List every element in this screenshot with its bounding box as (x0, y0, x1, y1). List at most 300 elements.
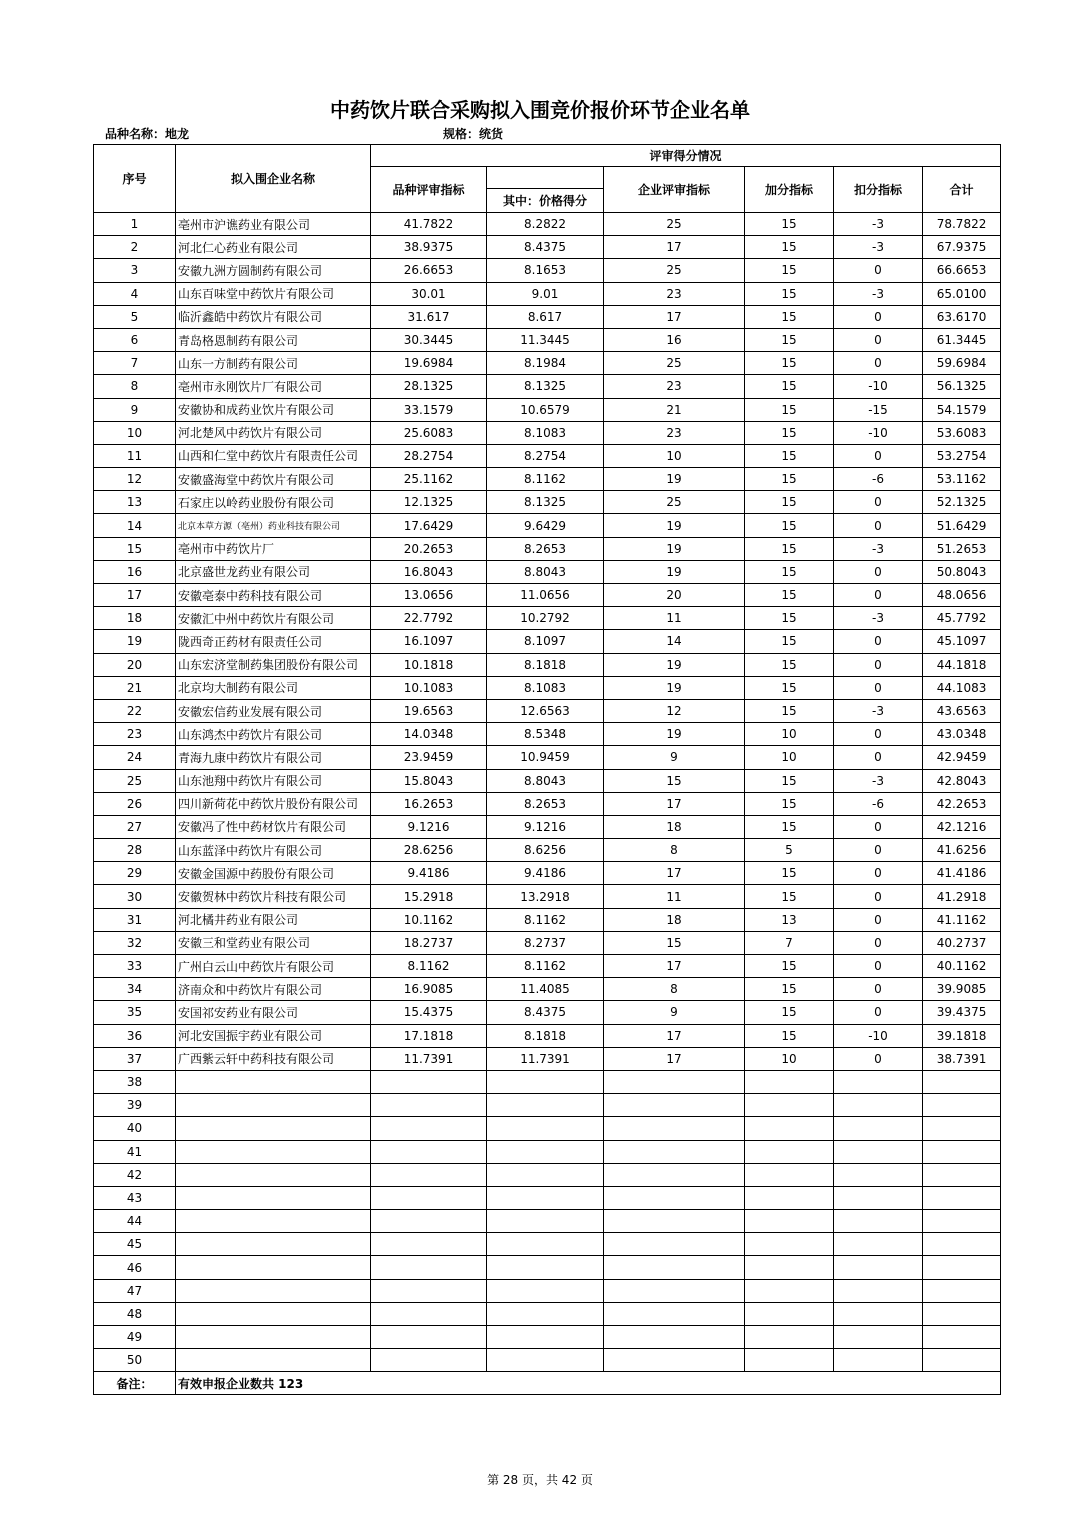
company-name (176, 1326, 371, 1349)
row-number: 2 (94, 236, 176, 259)
price-score: 8.8043 (487, 769, 604, 792)
row-number: 16 (94, 560, 176, 583)
bonus-score: 15 (745, 1001, 834, 1024)
row-number: 6 (94, 328, 176, 351)
remark-text: 有效申报企业数共 123 (176, 1372, 1001, 1395)
table-row (94, 1233, 1001, 1256)
enterprise-score: 20 (604, 584, 745, 607)
bonus-score (745, 1326, 834, 1349)
company-name: 北京均大制药有限公司 (176, 676, 371, 699)
company-name: 山东百味堂中药饮片有限公司 (176, 282, 371, 305)
company-name: 山东蓝泽中药饮片有限公司 (176, 839, 371, 862)
variety-score: 11.7391 (371, 1047, 487, 1070)
row-number: 45 (94, 1233, 176, 1256)
enterprise-score (604, 1140, 745, 1163)
deduction-score (834, 1094, 923, 1117)
variety-value: 地龙 (165, 127, 190, 141)
deduction-score (834, 1233, 923, 1256)
bonus-score: 15 (745, 537, 834, 560)
bonus-score: 15 (745, 305, 834, 328)
deduction-score (834, 1302, 923, 1325)
header-price-score: 其中：价格得分 (487, 189, 604, 213)
deduction-score (834, 1070, 923, 1093)
enterprise-score: 25 (604, 352, 745, 375)
table-body (94, 213, 1001, 1372)
deduction-score: 0 (834, 653, 923, 676)
price-score: 8.2653 (487, 792, 604, 815)
header-total: 合计 (923, 167, 1001, 213)
table-row (94, 1070, 1001, 1093)
enterprise-score: 8 (604, 839, 745, 862)
variety-score (371, 1233, 487, 1256)
variety-score: 30.01 (371, 282, 487, 305)
bonus-score (745, 1256, 834, 1279)
total-score: 48.0656 (923, 584, 1001, 607)
table-row (94, 444, 1001, 467)
price-score: 8.1083 (487, 421, 604, 444)
enterprise-score: 9 (604, 1001, 745, 1024)
deduction-score: 0 (834, 955, 923, 978)
header-bonus: 加分指标 (745, 167, 834, 213)
variety-score: 26.6653 (371, 259, 487, 282)
row-number: 1 (94, 213, 176, 236)
bonus-score: 15 (745, 676, 834, 699)
enterprise-score: 18 (604, 815, 745, 838)
deduction-score: -3 (834, 699, 923, 722)
deduction-score: -3 (834, 769, 923, 792)
header-variety-score: 品种评审指标 (371, 167, 487, 213)
row-number: 34 (94, 978, 176, 1001)
price-score (487, 1210, 604, 1233)
table-row (94, 1024, 1001, 1047)
total-score: 63.6170 (923, 305, 1001, 328)
row-number: 39 (94, 1094, 176, 1117)
total-score: 42.1216 (923, 815, 1001, 838)
company-name (176, 1186, 371, 1209)
variety-score: 28.2754 (371, 444, 487, 467)
deduction-score: -10 (834, 421, 923, 444)
deduction-score: 0 (834, 978, 923, 1001)
row-number: 43 (94, 1186, 176, 1209)
company-name: 陇西奇正药材有限责任公司 (176, 630, 371, 653)
enterprise-score: 16 (604, 328, 745, 351)
row-number: 12 (94, 468, 176, 491)
enterprise-score: 17 (604, 305, 745, 328)
table-row (94, 676, 1001, 699)
total-score: 42.8043 (923, 769, 1001, 792)
price-score: 8.617 (487, 305, 604, 328)
table-row (94, 1349, 1001, 1372)
company-name (176, 1140, 371, 1163)
price-score: 8.1818 (487, 653, 604, 676)
total-score: 39.9085 (923, 978, 1001, 1001)
variety-score: 17.1818 (371, 1024, 487, 1047)
row-number: 29 (94, 862, 176, 885)
row-number: 13 (94, 491, 176, 514)
table-row (94, 537, 1001, 560)
company-name: 青海九康中药饮片有限公司 (176, 746, 371, 769)
variety-score: 19.6984 (371, 352, 487, 375)
table-row (94, 723, 1001, 746)
bonus-score: 15 (745, 699, 834, 722)
row-number: 40 (94, 1117, 176, 1140)
price-score: 8.1162 (487, 955, 604, 978)
enterprise-score: 17 (604, 862, 745, 885)
variety-score: 33.1579 (371, 398, 487, 421)
deduction-score: 0 (834, 723, 923, 746)
enterprise-score: 8 (604, 978, 745, 1001)
bonus-score: 15 (745, 259, 834, 282)
bonus-score: 13 (745, 908, 834, 931)
deduction-score: 0 (834, 815, 923, 838)
table-row (94, 375, 1001, 398)
variety-score (371, 1256, 487, 1279)
row-number: 47 (94, 1279, 176, 1302)
price-score: 8.1162 (487, 908, 604, 931)
deduction-score: 0 (834, 305, 923, 328)
deduction-score (834, 1256, 923, 1279)
deduction-score: -10 (834, 1024, 923, 1047)
company-name: 安徽贺林中药饮片科技有限公司 (176, 885, 371, 908)
deduction-score: -6 (834, 468, 923, 491)
total-score: 54.1579 (923, 398, 1001, 421)
company-name: 青岛格恩制药有限公司 (176, 328, 371, 351)
total-score (923, 1140, 1001, 1163)
table-row (94, 769, 1001, 792)
variety-score: 38.9375 (371, 236, 487, 259)
total-score (923, 1233, 1001, 1256)
variety-score: 23.9459 (371, 746, 487, 769)
table-row (94, 978, 1001, 1001)
table-row (94, 955, 1001, 978)
deduction-score (834, 1279, 923, 1302)
row-number: 37 (94, 1047, 176, 1070)
variety-score: 31.617 (371, 305, 487, 328)
variety-score (371, 1326, 487, 1349)
variety-score (371, 1117, 487, 1140)
deduction-score (834, 1117, 923, 1140)
row-number: 38 (94, 1070, 176, 1093)
deduction-score: 0 (834, 259, 923, 282)
bonus-score (745, 1186, 834, 1209)
bonus-score (745, 1302, 834, 1325)
row-number: 15 (94, 537, 176, 560)
row-number: 28 (94, 839, 176, 862)
variety-score (371, 1279, 487, 1302)
total-score: 42.9459 (923, 746, 1001, 769)
total-score: 44.1818 (923, 653, 1001, 676)
variety-score: 25.6083 (371, 421, 487, 444)
variety-score: 41.7822 (371, 213, 487, 236)
variety-score: 16.2653 (371, 792, 487, 815)
total-score: 52.1325 (923, 491, 1001, 514)
enterprise-score: 17 (604, 236, 745, 259)
variety-score: 16.1097 (371, 630, 487, 653)
variety-score (371, 1094, 487, 1117)
bonus-score (745, 1279, 834, 1302)
deduction-score: 0 (834, 1001, 923, 1024)
header-price-blank (487, 167, 604, 189)
company-name: 亳州市沪谯药业有限公司 (176, 213, 371, 236)
variety-label: 品种名称： (105, 127, 166, 141)
enterprise-score (604, 1279, 745, 1302)
row-number: 3 (94, 259, 176, 282)
deduction-score: 0 (834, 491, 923, 514)
enterprise-score: 19 (604, 537, 745, 560)
enterprise-score: 17 (604, 955, 745, 978)
company-name: 山西和仁堂中药饮片有限责任公司 (176, 444, 371, 467)
price-score (487, 1233, 604, 1256)
enterprise-score: 19 (604, 723, 745, 746)
enterprise-score: 25 (604, 259, 745, 282)
variety-score: 9.4186 (371, 862, 487, 885)
company-name: 广州白云山中药饮片有限公司 (176, 955, 371, 978)
enterprise-score: 11 (604, 885, 745, 908)
price-score: 12.6563 (487, 699, 604, 722)
variety-score: 15.8043 (371, 769, 487, 792)
price-score: 8.1162 (487, 468, 604, 491)
total-score: 61.3445 (923, 328, 1001, 351)
table-row (94, 398, 1001, 421)
bonus-score (745, 1094, 834, 1117)
price-score (487, 1256, 604, 1279)
table-row (94, 1326, 1001, 1349)
bonus-score: 15 (745, 468, 834, 491)
price-score: 8.2653 (487, 537, 604, 560)
total-score: 41.4186 (923, 862, 1001, 885)
row-number: 32 (94, 931, 176, 954)
company-name: 广西紫云轩中药科技有限公司 (176, 1047, 371, 1070)
enterprise-score (604, 1210, 745, 1233)
bonus-score: 15 (745, 862, 834, 885)
price-score (487, 1140, 604, 1163)
bonus-score: 15 (745, 955, 834, 978)
total-score: 38.7391 (923, 1047, 1001, 1070)
enterprise-score (604, 1256, 745, 1279)
total-score: 40.2737 (923, 931, 1001, 954)
enterprise-score: 12 (604, 699, 745, 722)
variety-score: 15.4375 (371, 1001, 487, 1024)
price-score: 8.4375 (487, 1001, 604, 1024)
total-score: 43.6563 (923, 699, 1001, 722)
enterprise-score (604, 1070, 745, 1093)
company-name: 安徽盛海堂中药饮片有限公司 (176, 468, 371, 491)
table-row (94, 1094, 1001, 1117)
enterprise-score: 19 (604, 676, 745, 699)
table-row (94, 236, 1001, 259)
bonus-score (745, 1117, 834, 1140)
total-score (923, 1326, 1001, 1349)
price-score (487, 1349, 604, 1372)
deduction-score: 0 (834, 931, 923, 954)
table-row (94, 1279, 1001, 1302)
enterprise-score (604, 1186, 745, 1209)
row-number: 50 (94, 1349, 176, 1372)
deduction-score: 0 (834, 630, 923, 653)
bonus-score (745, 1210, 834, 1233)
row-number: 41 (94, 1140, 176, 1163)
total-score (923, 1302, 1001, 1325)
row-number: 18 (94, 607, 176, 630)
bonus-score: 15 (745, 630, 834, 653)
table-row (94, 328, 1001, 351)
variety-score: 28.1325 (371, 375, 487, 398)
table-row (94, 282, 1001, 305)
price-score: 9.4186 (487, 862, 604, 885)
row-number: 8 (94, 375, 176, 398)
row-number: 14 (94, 514, 176, 537)
bonus-score: 15 (745, 375, 834, 398)
variety-score: 8.1162 (371, 955, 487, 978)
price-score: 10.9459 (487, 746, 604, 769)
company-name: 石家庄以岭药业股份有限公司 (176, 491, 371, 514)
total-score: 41.2918 (923, 885, 1001, 908)
company-name: 亳州市中药饮片厂 (176, 537, 371, 560)
row-number: 48 (94, 1302, 176, 1325)
variety-score: 14.0348 (371, 723, 487, 746)
row-number: 10 (94, 421, 176, 444)
total-score: 67.9375 (923, 236, 1001, 259)
price-score (487, 1279, 604, 1302)
enterprise-score: 15 (604, 931, 745, 954)
enterprise-score (604, 1349, 745, 1372)
deduction-score: -3 (834, 537, 923, 560)
variety-score: 25.1162 (371, 468, 487, 491)
variety-score: 19.6563 (371, 699, 487, 722)
bonus-score: 15 (745, 213, 834, 236)
table-row (94, 630, 1001, 653)
bonus-score: 15 (745, 978, 834, 1001)
row-number: 9 (94, 398, 176, 421)
price-score: 8.6256 (487, 839, 604, 862)
company-name: 安徽汇中州中药饮片有限公司 (176, 607, 371, 630)
variety-meta (105, 125, 189, 142)
company-name: 河北仁心药业有限公司 (176, 236, 371, 259)
row-number: 44 (94, 1210, 176, 1233)
price-score: 8.1097 (487, 630, 604, 653)
price-score (487, 1326, 604, 1349)
total-score (923, 1186, 1001, 1209)
bonus-score: 15 (745, 792, 834, 815)
variety-score (371, 1070, 487, 1093)
row-number: 30 (94, 885, 176, 908)
price-score: 9.1216 (487, 815, 604, 838)
variety-score: 13.0656 (371, 584, 487, 607)
bonus-score: 15 (745, 236, 834, 259)
bonus-score: 15 (745, 769, 834, 792)
company-name: 亳州市永刚饮片厂有限公司 (176, 375, 371, 398)
price-score: 8.1325 (487, 491, 604, 514)
row-number: 26 (94, 792, 176, 815)
enterprise-score: 18 (604, 908, 745, 931)
price-score: 8.4375 (487, 236, 604, 259)
company-name (176, 1302, 371, 1325)
table-row (94, 213, 1001, 236)
enterprise-score: 21 (604, 398, 745, 421)
price-score: 8.2754 (487, 444, 604, 467)
deduction-score: -6 (834, 792, 923, 815)
price-score (487, 1094, 604, 1117)
bonus-score: 15 (745, 491, 834, 514)
price-score: 8.2737 (487, 931, 604, 954)
total-score: 51.2653 (923, 537, 1001, 560)
bonus-score: 10 (745, 746, 834, 769)
table-row (94, 584, 1001, 607)
row-number: 27 (94, 815, 176, 838)
price-score: 8.8043 (487, 560, 604, 583)
deduction-score: 0 (834, 514, 923, 537)
deduction-score: 0 (834, 862, 923, 885)
row-number: 35 (94, 1001, 176, 1024)
deduction-score: -3 (834, 282, 923, 305)
total-score: 39.1818 (923, 1024, 1001, 1047)
company-name: 安国祁安药业有限公司 (176, 1001, 371, 1024)
company-name: 安徽冯了性中药材饮片有限公司 (176, 815, 371, 838)
bonus-score: 15 (745, 885, 834, 908)
row-number: 24 (94, 746, 176, 769)
price-score: 11.3445 (487, 328, 604, 351)
price-score: 8.1984 (487, 352, 604, 375)
company-name (176, 1233, 371, 1256)
row-number: 42 (94, 1163, 176, 1186)
enterprise-score: 25 (604, 491, 745, 514)
enterprise-score: 19 (604, 560, 745, 583)
total-score: 51.6429 (923, 514, 1001, 537)
bonus-score: 15 (745, 328, 834, 351)
deduction-score (834, 1349, 923, 1372)
deduction-score: 0 (834, 746, 923, 769)
deduction-score: 0 (834, 584, 923, 607)
enterprise-score: 23 (604, 375, 745, 398)
total-score: 78.7822 (923, 213, 1001, 236)
row-number: 17 (94, 584, 176, 607)
price-score: 11.7391 (487, 1047, 604, 1070)
company-name (176, 1279, 371, 1302)
price-score: 8.1818 (487, 1024, 604, 1047)
header-enterprise-score: 企业评审指标 (604, 167, 745, 213)
deduction-score: -3 (834, 213, 923, 236)
table-row (94, 259, 1001, 282)
total-score: 43.0348 (923, 723, 1001, 746)
company-name: 四川新荷花中药饮片股份有限公司 (176, 792, 371, 815)
bonus-score: 7 (745, 931, 834, 954)
price-score (487, 1070, 604, 1093)
total-score: 41.6256 (923, 839, 1001, 862)
price-score: 11.4085 (487, 978, 604, 1001)
total-score: 65.0100 (923, 282, 1001, 305)
bonus-score: 15 (745, 607, 834, 630)
header-score-group: 评审得分情况 (371, 145, 1001, 167)
bonus-score: 15 (745, 352, 834, 375)
price-score (487, 1186, 604, 1209)
company-name (176, 1070, 371, 1093)
bonus-score (745, 1070, 834, 1093)
deduction-score: -3 (834, 607, 923, 630)
price-score: 8.1653 (487, 259, 604, 282)
deduction-score: 0 (834, 676, 923, 699)
variety-score: 10.1818 (371, 653, 487, 676)
price-score (487, 1302, 604, 1325)
total-score: 53.6083 (923, 421, 1001, 444)
company-name: 安徽宏信药业发展有限公司 (176, 699, 371, 722)
total-score: 39.4375 (923, 1001, 1001, 1024)
price-score: 10.2792 (487, 607, 604, 630)
bonus-score: 15 (745, 514, 834, 537)
company-name: 安徽协和成药业饮片有限公司 (176, 398, 371, 421)
enterprise-score (604, 1326, 745, 1349)
bonus-score: 15 (745, 444, 834, 467)
table-row (94, 908, 1001, 931)
